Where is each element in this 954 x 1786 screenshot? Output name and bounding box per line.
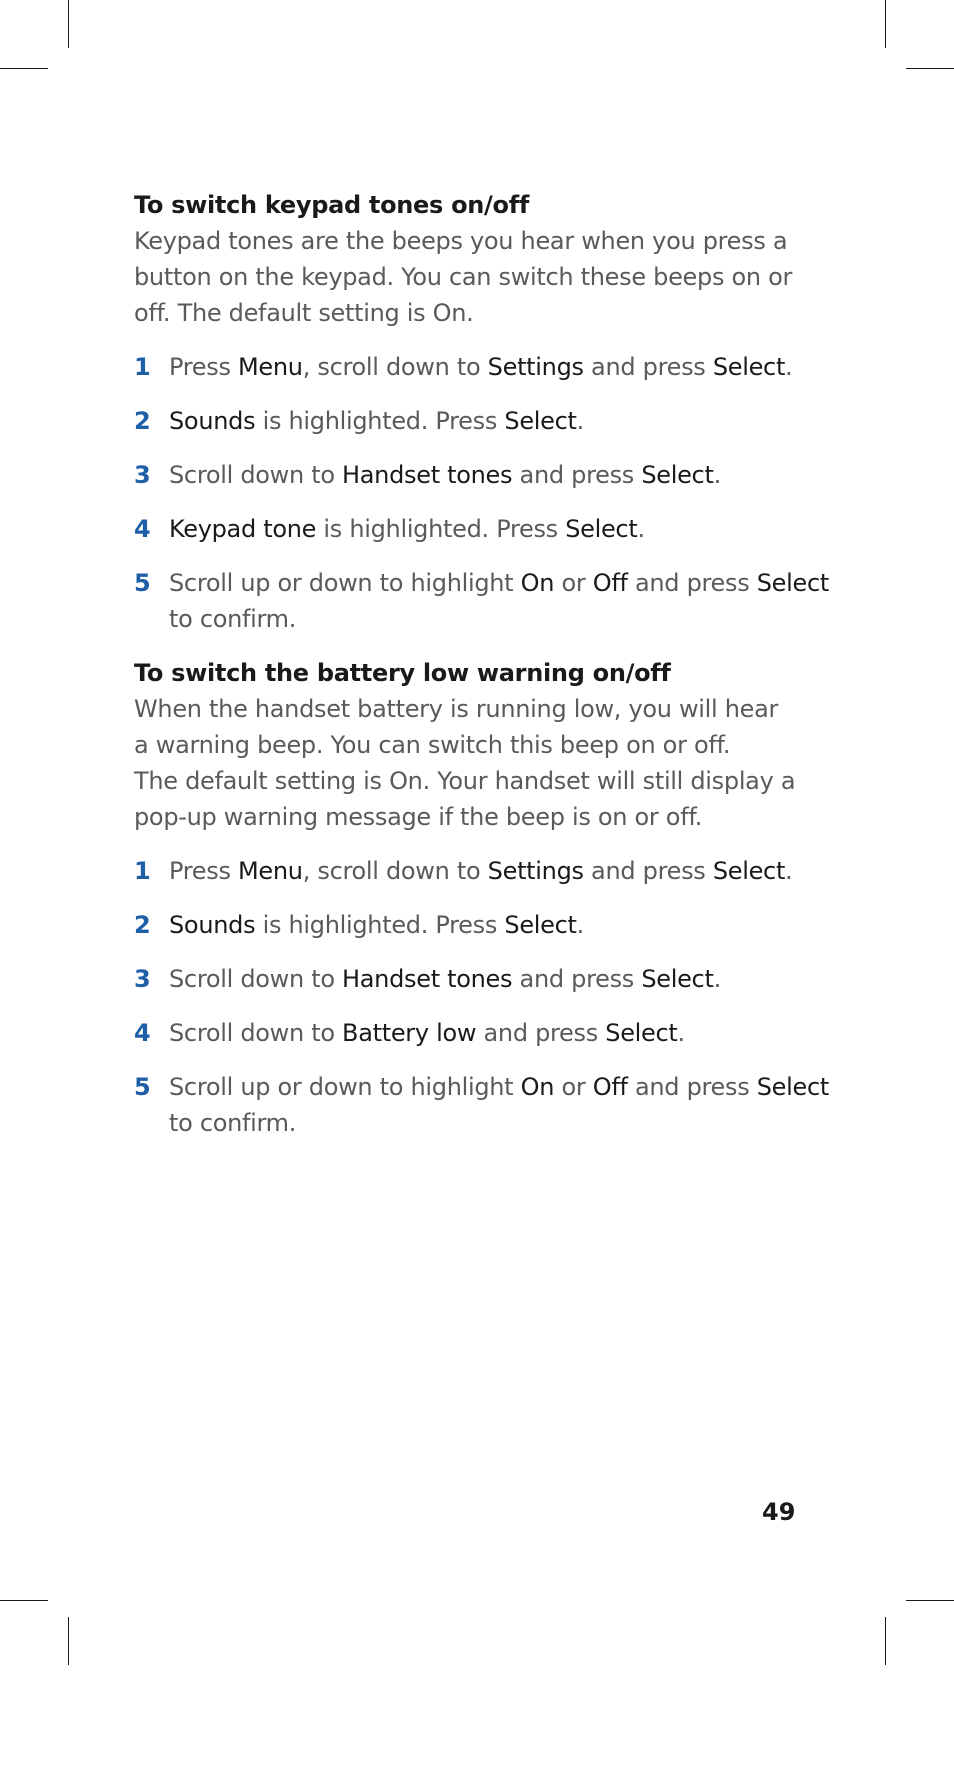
menu-term: Off: [592, 1073, 628, 1101]
menu-term: Off: [592, 569, 628, 597]
step-item: [134, 853, 804, 889]
menu-term: Handset tones: [342, 965, 513, 993]
menu-term: Sounds: [169, 407, 256, 435]
step-text: Scroll up or down to highlight: [169, 569, 521, 597]
step-text-line: [169, 907, 804, 943]
step-number: 4: [134, 1019, 151, 1047]
step-text: and press: [512, 965, 642, 993]
page-content: [134, 187, 829, 1159]
menu-term: On: [520, 569, 555, 597]
menu-term: Battery low: [342, 1019, 477, 1047]
crop-mark: [0, 68, 48, 69]
step-text: or: [554, 1073, 593, 1101]
step-text: or: [554, 569, 593, 597]
crop-mark: [68, 0, 69, 48]
step-text: and press: [512, 461, 642, 489]
menu-term: Select: [712, 353, 786, 381]
step-text-line: [169, 961, 804, 997]
step-text: is highlighted. Press: [255, 911, 505, 939]
step-text-line: [169, 457, 804, 493]
step-number: 4: [134, 515, 151, 543]
menu-term: Select: [712, 857, 786, 885]
steps-list: [134, 349, 829, 637]
menu-term: Settings: [487, 353, 584, 381]
step-item: [134, 907, 804, 943]
step-text: and press: [627, 1073, 757, 1101]
step-text: .: [637, 515, 645, 543]
intro-line: off. The default setting is On.: [134, 299, 474, 327]
step-text-line: [169, 601, 804, 637]
step-text: Press: [169, 857, 238, 885]
step-number: 5: [134, 569, 151, 597]
step-text: Scroll down to: [169, 965, 343, 993]
intro-line: a warning beep. You can switch this beep on or off.: [134, 731, 731, 759]
section-title: To switch the battery low warning on/off: [134, 659, 671, 687]
menu-term: On: [520, 1073, 555, 1101]
step-item: [134, 403, 804, 439]
step-text-line: [169, 1015, 804, 1051]
menu-term: Handset tones: [342, 461, 513, 489]
step-item: [134, 349, 804, 385]
crop-mark: [0, 1600, 48, 1601]
section-keypad-tones: [134, 187, 829, 637]
step-text: .: [713, 965, 721, 993]
menu-term: Select: [641, 461, 714, 489]
step-item: [134, 457, 804, 493]
menu-term: Select: [565, 515, 638, 543]
step-text: and press: [476, 1019, 606, 1047]
step-text-line: [169, 853, 804, 889]
step-item: [134, 565, 829, 637]
step-text: , scroll down to: [302, 353, 488, 381]
step-text: .: [677, 1019, 685, 1047]
step-number: 2: [134, 407, 151, 435]
step-text: Scroll up or down to highlight: [169, 1073, 521, 1101]
step-text: Scroll down to: [169, 1019, 343, 1047]
intro-line: pop-up warning message if the beep is on or off.: [134, 803, 703, 831]
step-text-line: [169, 1105, 804, 1141]
intro-line: The default setting is On. Your handset will still display a: [134, 767, 796, 795]
step-text: .: [785, 353, 793, 381]
step-text: and press: [583, 857, 713, 885]
crop-mark: [885, 0, 886, 48]
step-item: [134, 961, 804, 997]
intro-line: Keypad tones are the beeps you hear when you press a: [134, 227, 788, 255]
crop-mark: [906, 68, 954, 69]
section-intro: [134, 223, 804, 331]
step-number: 2: [134, 911, 151, 939]
step-text-line: [169, 565, 829, 601]
section-intro: [134, 691, 804, 835]
crop-mark: [68, 1617, 69, 1665]
menu-term: Settings: [487, 857, 584, 885]
step-item: [134, 1069, 829, 1141]
menu-term: Menu: [238, 353, 303, 381]
step-text-line: [169, 511, 804, 547]
step-number: 3: [134, 461, 151, 489]
step-number: 1: [134, 353, 151, 381]
step-text: and press: [627, 569, 757, 597]
menu-term: Select: [756, 569, 829, 597]
page-number: 49: [762, 1498, 796, 1526]
step-item: [134, 511, 804, 547]
menu-term: Sounds: [169, 911, 256, 939]
step-text: Scroll down to: [169, 461, 343, 489]
step-text: , scroll down to: [302, 857, 488, 885]
step-text: to confirm.: [169, 605, 297, 633]
step-text: .: [576, 407, 584, 435]
step-text-line: [169, 1069, 829, 1105]
step-text: is highlighted. Press: [255, 407, 505, 435]
step-text: .: [785, 857, 793, 885]
step-text: .: [576, 911, 584, 939]
menu-term: Menu: [238, 857, 303, 885]
menu-term: Select: [605, 1019, 678, 1047]
step-text: .: [713, 461, 721, 489]
menu-term: Keypad tone: [169, 515, 317, 543]
step-text-line: [169, 349, 804, 385]
step-text-line: [169, 403, 804, 439]
step-text: and press: [583, 353, 713, 381]
intro-line: button on the keypad. You can switch these beeps on or: [134, 263, 793, 291]
intro-line: When the handset battery is running low, you will hear: [134, 695, 779, 723]
step-item: [134, 1015, 804, 1051]
step-text: Press: [169, 353, 238, 381]
menu-term: Select: [504, 911, 577, 939]
step-number: 1: [134, 857, 151, 885]
menu-term: Select: [756, 1073, 829, 1101]
crop-mark: [885, 1617, 886, 1665]
step-number: 3: [134, 965, 151, 993]
menu-term: Select: [641, 965, 714, 993]
step-text: is highlighted. Press: [316, 515, 566, 543]
section-battery-low-warning: [134, 655, 829, 1141]
section-title: To switch keypad tones on/off: [134, 191, 529, 219]
crop-mark: [906, 1600, 954, 1601]
step-text: to confirm.: [169, 1109, 297, 1137]
step-number: 5: [134, 1073, 151, 1101]
menu-term: Select: [504, 407, 577, 435]
steps-list: [134, 853, 829, 1141]
